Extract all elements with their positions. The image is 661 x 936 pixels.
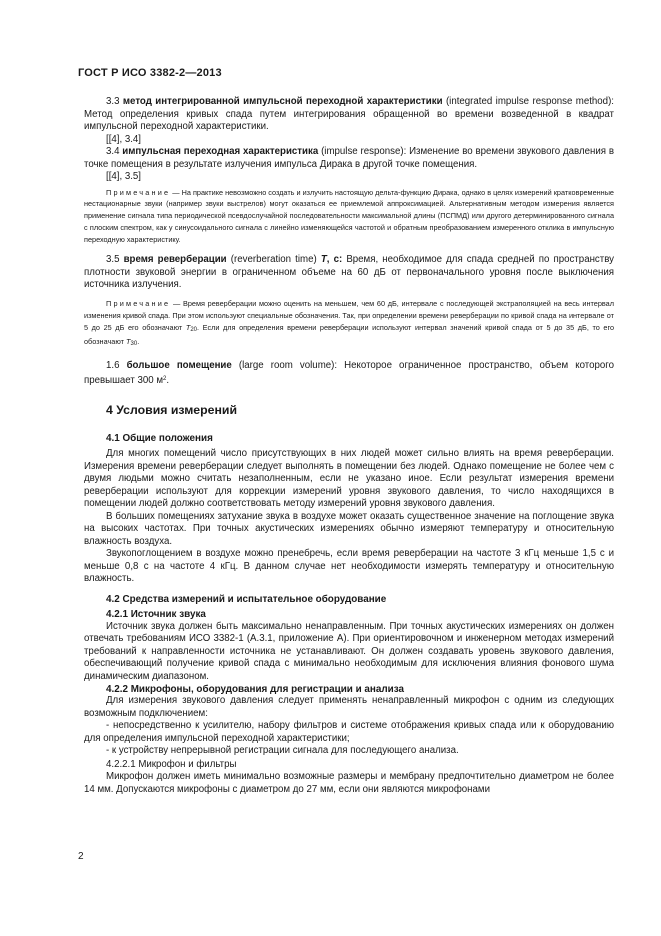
- term: большое помещение: [126, 360, 232, 372]
- subsection-heading: 4.2.1 Источник звука: [106, 608, 206, 620]
- list-item: - к устройству непрерывной регистрации сигнала для последующего анализа.: [106, 745, 459, 757]
- paragraph: Для многих помещений число присутствующих в них людей может сильно влиять на время реверберации. Измерения времени реверберации следует выполнять в помещении без людей. Однако помещение не более чем с двумя людьми можно считать незаполненным, если не указано иное. Если результат измерения времени реверберации используют для коррекции измерений уровня звукового давления, то число находящихся в помещении людей должно соответствовать методу измерений уровня звукового давления.: [84, 448, 614, 510]
- definition-3-3: 3.3 метод интегрированной импульсной переходной характеристики (integrated impulse response method): Метод определения кривых спада путем интегрирования обращенной во времени возведенной в квадрат импульсной переходной характеристики.: [84, 96, 614, 132]
- term: метод интегрированной импульсной переходной характеристики: [122, 96, 443, 107]
- paragraph: Микрофон должен иметь минимально возможные размеры и мембрану предпочтительно диаметром не более 14 мм. Допускаются микрофоны с диаметром до 27 мм, если они являются микрофонами: [84, 771, 614, 795]
- definition-3-5: 3.5 время реверберации (reverberation time) T, с: Время, необходимое для спада средней по пространству плотности звуковой энергии в ограниченном объеме на 60 дБ от первоначального уровня после выключения источника излучения.: [84, 254, 614, 291]
- paragraph: Источник звука должен быть максимально ненаправленным. При точных акустических измерениях он должен отвечать требованиям ИСО 3382-1 (А.3.1, приложение А). При ориентировочном и инженерном методах измерений требований к направленности источника не устанавливают. Он должен создавать уровень звукового давления, обеспечивающий получение кривой спада с минимально необходимым для исключения влияния фонового шума динамическим диапазоном.: [84, 620, 614, 682]
- list-item: - непосредственно к усилителю, набору фильтров и системе отображения кривых спада или к оборудованию для определения импульсной переходной характеристики;: [84, 720, 614, 744]
- page-number: 2: [78, 851, 84, 862]
- subsection-heading: 4.2.2.1 Микрофон и фильтры: [106, 758, 237, 770]
- term: время реверберации: [123, 254, 227, 266]
- note-1: Примечание — На практике невозможно создать и излучить настоящую дельта-функцию Дирака, однако в целях измерений кратковременные нестационарные звуки (например звуки выстрелов) могут оказаться ее приемлемой аппроксимацией. Альтернативным методом измерения является применение сигнала типа периодической псевдослучайной последовательности максимальной длины (ПСПМД) или другого детерминированного сигнала с плоским спектром, как у синусоидального сигнала с линейно изменяющейся частотой и обратным преобразованием измеренного отклика в импульсную переходную характеристику.: [84, 187, 614, 244]
- subsection-heading: 4.2.2 Микрофоны, оборудования для регистрации и анализа: [106, 684, 404, 696]
- note-label: Примечание: [106, 298, 171, 308]
- subsection-heading: 4.2 Средства измерений и испытательное оборудование: [106, 593, 387, 605]
- definition-1-6: 1.6 большое помещение (large room volume): Некоторое ограниченное пространство, объем которого превышает 300 $м^2$.: [84, 360, 614, 386]
- note-2: Примечание — Время реверберации можно оценить на меньшем, чем 60 дБ, интервале с последующей экстраполяцией на весь интервал изменения кривой спада. При этом используют специальные обозначения. Так, при определении времени реверберации по кривой спада на интервале от 5 до 25 дБ его обозначают T20. Если для определения времени реверберации используют интервал значений кривой спада от 5 до 35 дБ, то его обозначают T30.: [84, 298, 615, 348]
- document-header: ГОСТ Р ИСО 3382-2—2013: [78, 67, 222, 79]
- symbol: T: [320, 254, 327, 266]
- paragraph: В больших помещениях затухание звука в воздухе может оказать существенное значение на поглощение звука на высоких частотах. При точных акустических измерениях обычно измеряют температуру и относительную влажность воздуха.: [84, 510, 614, 547]
- section-heading: 4 Условия измерений: [106, 403, 238, 418]
- subsection-heading: 4.1 Общие положения: [106, 433, 213, 445]
- document-body: [84, 96, 614, 796]
- reference: [[4], 3.4]: [106, 133, 142, 145]
- paragraph: Звукопоглощением в воздухе можно пренебречь, если время реверберации на частоте 3 кГц меньше 1,5 с и меньше 0,8 с на частоте 4 кГц. В данном случае нет необходимости измерять температуру и относительную влажность.: [84, 548, 614, 585]
- reference: [[4], 3.5]: [106, 171, 142, 182]
- term: импульсная переходная характеристика: [122, 146, 319, 157]
- paragraph: Для измерения звукового давления следует применять ненаправленный микрофон с одним из следующих возможным подключением:: [84, 695, 614, 719]
- note-label: Примечание: [106, 187, 171, 197]
- definition-3-4: 3.4 импульсная переходная характеристика (impulse response): Изменение во времени звукового давления в точке помещения в результате излучения импульса Дирака в другой точке помещения.: [84, 146, 614, 170]
